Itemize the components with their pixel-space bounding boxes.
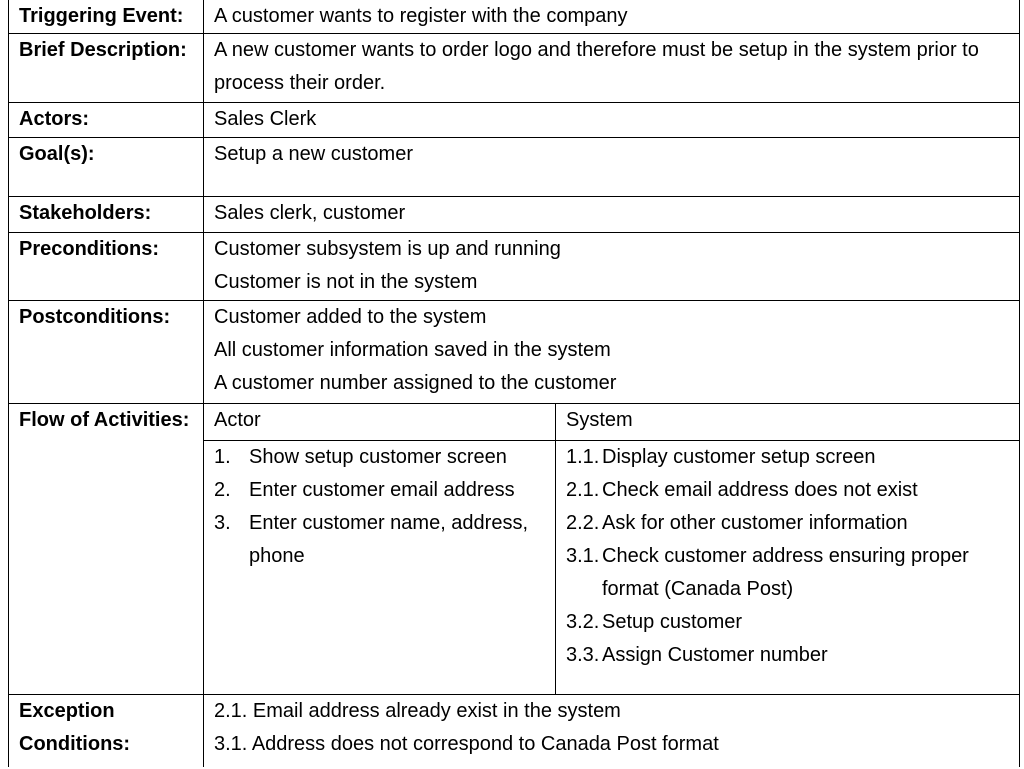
- preconditions-row: [9, 233, 1020, 301]
- brief-description-label: Brief Description:: [9, 34, 204, 103]
- stakeholders-value: [204, 197, 1020, 233]
- step-text: Assign Customer number: [602, 643, 828, 666]
- postcondition-line: A customer number assigned to the customer: [214, 372, 617, 394]
- stakeholders-text: Sales clerk, customer: [214, 202, 406, 224]
- exception-conditions-value: [204, 695, 1020, 767]
- precondition-line: Customer subsystem is up and running: [214, 238, 561, 260]
- goals-text: Setup a new customer: [214, 143, 413, 165]
- exception-line: 3.1. Address does not correspond to Canada Post format: [214, 733, 719, 755]
- step-text: Check email address does not exist: [602, 478, 918, 501]
- system-column-header: System: [556, 404, 1020, 440]
- brief-description-row: [9, 34, 1020, 103]
- step-number: 1.: [214, 445, 231, 468]
- system-step: [566, 540, 1009, 606]
- step-text: Ask for other customer information: [602, 511, 908, 534]
- stakeholders-label: Stakeholders:: [9, 197, 204, 233]
- flow-of-activities-label: Flow of Activities:: [9, 404, 204, 695]
- step-text: Setup customer: [602, 610, 743, 633]
- goals-row: [9, 138, 1020, 197]
- system-step: [566, 441, 1009, 474]
- system-step: [566, 474, 1009, 507]
- use-case-table: [8, 0, 1020, 767]
- exception-label-line: Exception: [19, 700, 115, 722]
- step-number: 3.1.: [566, 544, 600, 567]
- actor-step: [214, 474, 545, 507]
- step-text: Enter customer name, address, phone: [249, 511, 529, 567]
- postconditions-label: Postconditions:: [9, 301, 204, 404]
- triggering-event-value: [204, 0, 1020, 34]
- postcondition-line: Customer added to the system: [214, 306, 487, 328]
- actor-column-header: Actor: [204, 404, 556, 440]
- triggering-event-row: [9, 0, 1020, 34]
- brief-description-line: A new customer wants to order logo and therefore must be setup in the system prior to: [214, 39, 979, 61]
- actors-row: [9, 103, 1020, 138]
- brief-description-value: [204, 34, 1020, 103]
- step-number: 1.1.: [566, 445, 600, 468]
- brief-description-line: process their order.: [214, 72, 386, 94]
- postconditions-row: [9, 301, 1020, 404]
- system-steps: [556, 440, 1020, 694]
- actor-step: [214, 507, 545, 573]
- actors-value: [204, 103, 1020, 138]
- precondition-line: Customer is not in the system: [214, 271, 478, 293]
- system-step: [566, 639, 1009, 672]
- triggering-event-label: Triggering Event:: [9, 0, 204, 34]
- exception-conditions-row: [9, 695, 1020, 767]
- exception-label-line: Conditions:: [19, 733, 131, 755]
- preconditions-label: Preconditions:: [9, 233, 204, 301]
- flow-of-activities-value: [204, 404, 1020, 695]
- system-step: [566, 606, 1009, 639]
- triggering-event-text: A customer wants to register with the company: [214, 5, 628, 27]
- preconditions-value: [204, 233, 1020, 301]
- actors-text: Sales Clerk: [214, 108, 317, 130]
- step-text: Display customer setup screen: [602, 445, 876, 468]
- exception-conditions-label: [9, 695, 204, 767]
- goals-label: Goal(s):: [9, 138, 204, 197]
- exception-line: 2.1. Email address already exist in the system: [214, 700, 621, 722]
- stakeholders-row: [9, 197, 1020, 233]
- flow-header-row: [204, 404, 1019, 440]
- step-number: 3.2.: [566, 610, 600, 633]
- step-text: Show setup customer screen: [249, 445, 507, 468]
- flow-table: [204, 404, 1019, 694]
- step-number: 2.2.: [566, 511, 600, 534]
- postconditions-value: [204, 301, 1020, 404]
- flow-steps-row: [204, 440, 1019, 694]
- actor-steps: [204, 440, 556, 694]
- step-number: 3.3.: [566, 643, 600, 666]
- postcondition-line: All customer information saved in the system: [214, 339, 611, 361]
- system-step: [566, 507, 1009, 540]
- flow-of-activities-row: [9, 404, 1020, 695]
- actors-label: Actors:: [9, 103, 204, 138]
- goals-value: [204, 138, 1020, 197]
- step-number: 2.1.: [566, 478, 600, 501]
- step-number: 3.: [214, 511, 231, 534]
- step-text: Enter customer email address: [249, 478, 515, 501]
- actor-step: [214, 441, 545, 474]
- step-number: 2.: [214, 478, 231, 501]
- step-text: Check customer address ensuring proper format (Canada Post): [602, 544, 969, 600]
